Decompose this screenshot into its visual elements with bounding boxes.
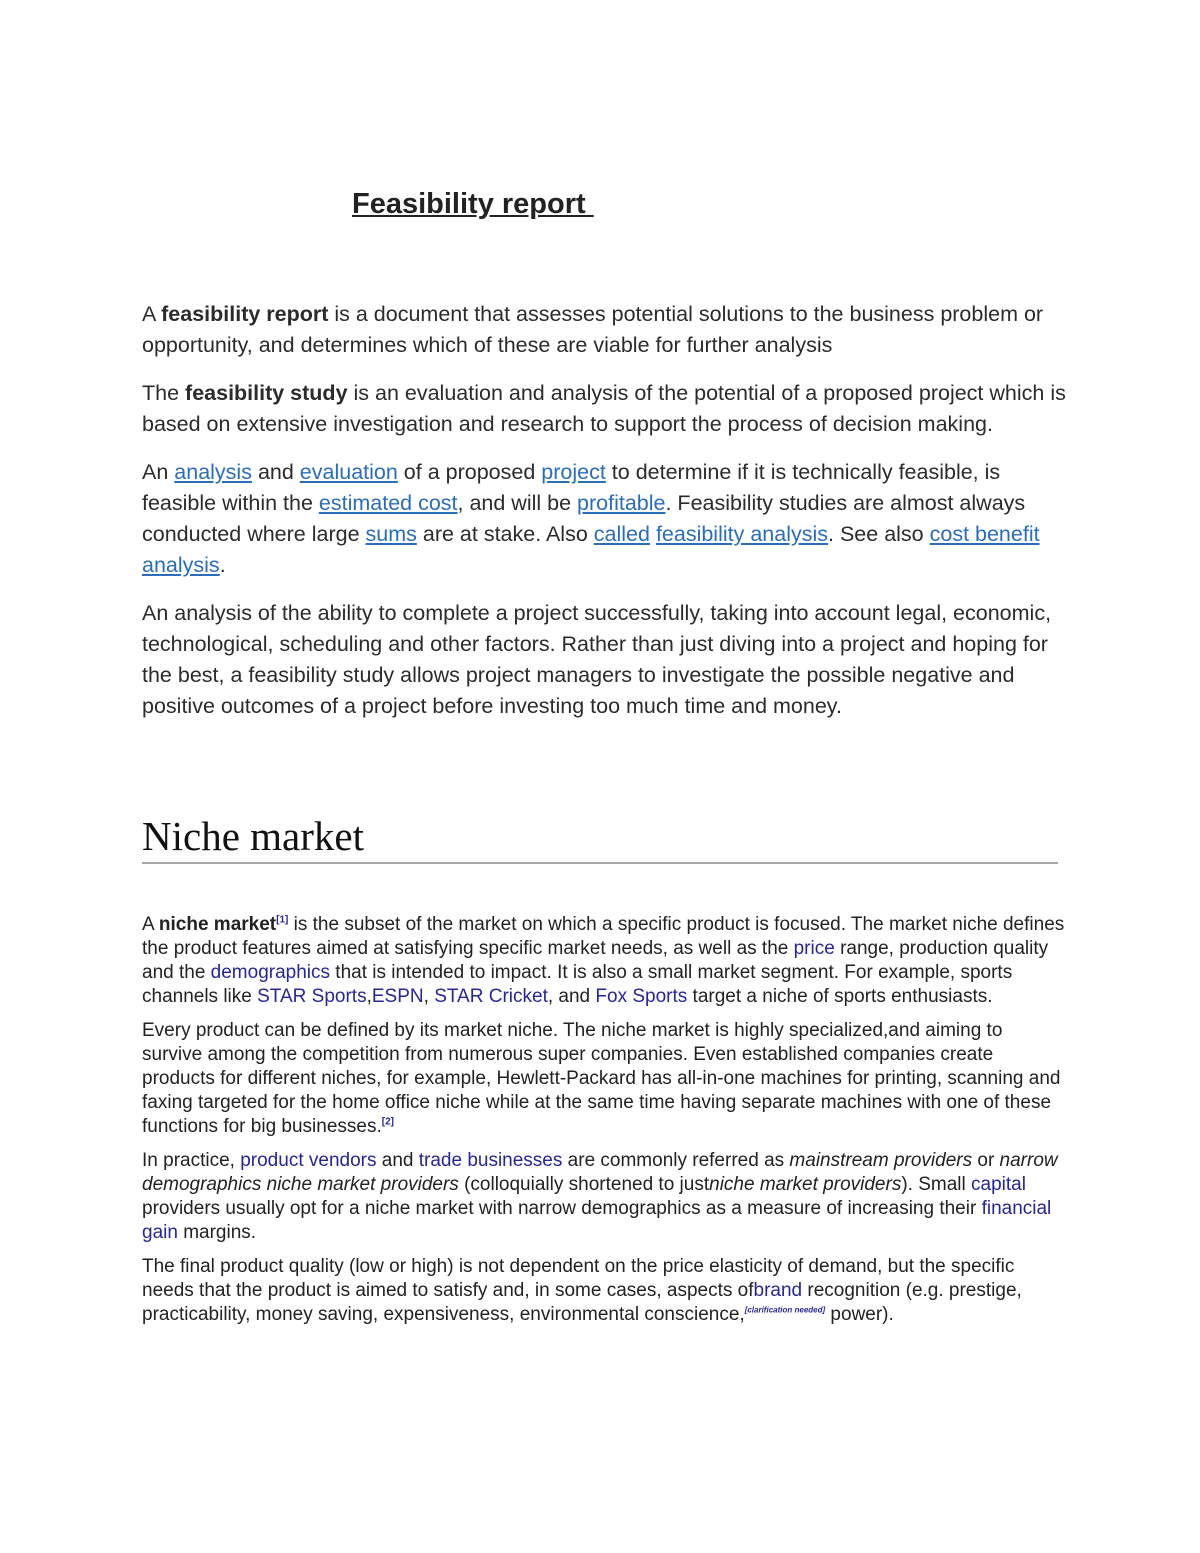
link-financial-gain[interactable]: financial gain	[142, 1198, 1052, 1243]
link-star-cricket[interactable]: STAR Cricket	[434, 986, 548, 1007]
link-called[interactable]: called	[593, 522, 650, 546]
link-price[interactable]: price	[793, 938, 835, 959]
text-run: of a proposed	[397, 460, 542, 484]
paragraph-product-quality	[142, 1255, 1067, 1327]
text-run: A	[142, 914, 159, 935]
text-run: to determine if it is technically feasible, is feasible within the	[142, 460, 1001, 515]
italic-term: niche market providers	[709, 1174, 902, 1195]
paragraph-in-practice	[142, 1149, 1067, 1245]
link-capital[interactable]: capital	[971, 1174, 1026, 1195]
text-run: and	[251, 460, 300, 484]
paragraph-definition	[142, 457, 1067, 581]
text-run: margins.	[177, 1222, 257, 1243]
link-brand[interactable]: brand	[753, 1280, 803, 1301]
text-run: power).	[825, 1304, 894, 1325]
niche-section	[142, 913, 1067, 1337]
link-demographics[interactable]: demographics	[210, 962, 331, 983]
text-run: providers usually opt for a niche market with narrow demographics as a measure of increasing their	[142, 1198, 982, 1219]
paragraph-feasibility-report	[142, 299, 1067, 361]
text-run: recognition (e.g. prestige, practicability, money saving, expensiveness, environmental conscience,	[142, 1280, 1022, 1325]
paragraph-feasibility-study	[142, 378, 1067, 440]
text-run: A	[142, 302, 162, 326]
text-run: (colloquially shortened to just	[458, 1174, 710, 1195]
feasibility-section	[142, 299, 1067, 739]
link-profitable[interactable]: profitable	[577, 491, 666, 515]
paragraph-product-niche	[142, 1019, 1067, 1139]
reference-link-1[interactable]: [1]	[276, 914, 289, 926]
section-heading-niche-market: Niche market	[142, 810, 1058, 864]
text-run: The final product quality (low or high) is not dependent on the price elasticity of demand, but the specific needs that the product is aimed to satisfy and, in some cases, aspects of	[142, 1256, 1015, 1301]
text-run: In practice,	[142, 1150, 241, 1171]
link-analysis[interactable]: analysis	[174, 460, 252, 484]
reference-2	[382, 1117, 394, 1128]
text-run: , and	[547, 986, 596, 1007]
paragraph-niche-definition	[142, 913, 1067, 1009]
text-run: ). Small	[901, 1174, 972, 1195]
text-run: An	[142, 460, 175, 484]
link-estimated-cost[interactable]: estimated cost	[318, 491, 458, 515]
paragraph-analysis-ability: An analysis of the ability to complete a project successfully, taking into account legal, economic, technological, scheduling and other factors. Rather than just diving into a project and hoping for the best, a feasibility study allows project managers to investigate the possible negative and positive outcomes of a project before investing too much time and money.	[142, 601, 1052, 718]
bold-term: feasibility study	[185, 381, 348, 405]
text-run: range, production quality and the	[142, 938, 1049, 983]
text-run: is the subset of the market on which a specific product is focused. The market niche defines the product features aimed at satisfying specific market needs, as well as the	[142, 914, 1065, 959]
link-evaluation[interactable]: evaluation	[299, 460, 398, 484]
text-run: target a niche of sports enthusiasts.	[687, 986, 993, 1007]
text-run: is a document that assesses potential solutions to the business problem or opportunity, and determines which of these are viable for further analysis	[142, 302, 1044, 357]
link-feasibility-analysis[interactable]: feasibility analysis	[655, 522, 829, 546]
text-run: .	[219, 553, 226, 577]
text-run: , and will be	[457, 491, 578, 515]
link-sums[interactable]: sums	[365, 522, 417, 546]
text-run: . Feasibility studies are almost always conducted where large	[142, 491, 1026, 546]
text-run: ,	[366, 986, 372, 1007]
link-trade-businesses[interactable]: trade businesses	[418, 1150, 563, 1171]
text-run: . See also	[828, 522, 930, 546]
bold-term: niche market	[158, 914, 277, 935]
page-title: Feasibility report	[352, 188, 594, 220]
text-run: are commonly referred as	[562, 1150, 790, 1171]
reference-link-2[interactable]: [2]	[381, 1116, 394, 1128]
text-run: ,	[423, 986, 435, 1007]
link-star-sports[interactable]: STAR Sports	[257, 986, 367, 1007]
text-run: and	[376, 1150, 419, 1171]
italic-term: mainstream providers	[789, 1150, 973, 1171]
link-product-vendors[interactable]: product vendors	[240, 1150, 377, 1171]
italic-term: narrow demographics niche market providers	[142, 1150, 1058, 1195]
bold-term: feasibility report	[161, 302, 329, 326]
link-espn[interactable]: ESPN	[371, 986, 424, 1007]
citation-needed-tag[interactable]: [clarification needed]	[744, 1305, 826, 1315]
text-run: or	[972, 1150, 1000, 1171]
link-cost-benefit-analysis[interactable]: cost benefit analysis	[142, 522, 1040, 577]
link-fox-sports[interactable]: Fox Sports	[595, 986, 688, 1007]
text-run: that is intended to impact. It is also a small market segment. For example, sports channels like	[142, 962, 1013, 1007]
reference-1	[276, 915, 288, 926]
link-project[interactable]: project	[541, 460, 606, 484]
text-run: The	[142, 381, 186, 405]
text-run: are at stake. Also	[416, 522, 594, 546]
text-run: Every product can be defined by its market niche. The niche market is highly specialized,and aiming to survive among the competition from numerous super companies. Even established companies create products for different niches, for example, Hewlett-Packard has all-in-one machines for printing, scanning and faxing targeted for the home office niche while at the same time having separate machines with one of these functions for big businesses.	[142, 1020, 1061, 1137]
text-run: is an evaluation and analysis of the potential of a proposed project which is based on extensive investigation and research to support the process of decision making.	[142, 381, 1066, 436]
